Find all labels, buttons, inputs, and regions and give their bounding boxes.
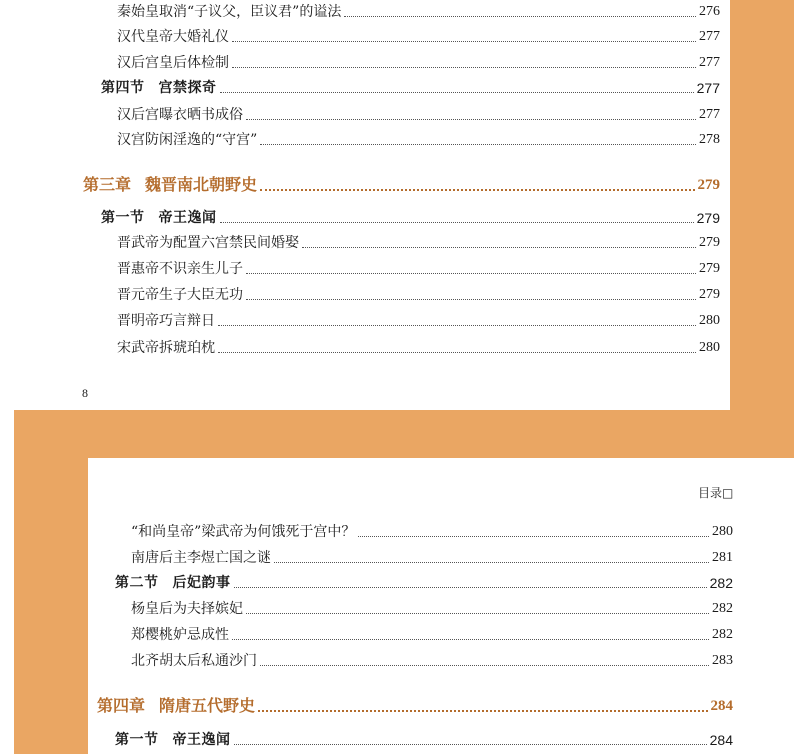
toc-entry-title: 晋武帝为配置六宫禁民间婚娶 [117,235,299,251]
toc-entry-title: 晋明帝巧言辩日 [117,313,215,329]
toc-entry[interactable] [117,262,720,276]
toc-section-title [115,733,231,747]
toc-entry-title: 汉后宫皇后体检制 [117,55,229,71]
toc-page-number: 283 [712,653,733,668]
toc-entry[interactable] [131,525,733,539]
toc-entry-title: 汉后宫曝衣晒书成俗 [117,107,243,123]
dot-leader [246,273,696,274]
dot-leader [260,665,709,666]
toc-entry[interactable] [131,628,733,642]
running-head: 目录□ [698,486,734,500]
section-label: 第一节 [101,210,145,226]
toc-entry[interactable] [131,654,733,668]
toc-entry-title: 汉宫防闲淫逸的“守宫” [117,132,258,148]
toc-entry[interactable] [131,551,733,565]
dot-leader [274,562,709,563]
dot-leader [302,247,696,248]
toc-page-bottom [88,458,808,754]
chapter-name: 魏晋南北朝野史 [145,175,258,194]
toc-page-number: 279 [696,210,720,226]
toc-page-number: 279 [697,177,720,193]
toc-entry-title: 汉代皇帝大婚礼仪 [117,29,229,45]
toc-entry[interactable] [117,133,720,147]
toc-entry[interactable] [117,314,720,328]
toc-entry[interactable] [131,602,733,616]
toc-page-number: 277 [696,80,720,96]
dot-leader [260,189,694,191]
toc-page-number: 281 [712,550,733,565]
dot-leader [220,92,694,93]
dot-leader [246,613,709,614]
dot-leader [246,299,696,300]
toc-page-number: 279 [699,235,720,250]
toc-page-number: 278 [699,132,720,147]
toc-entry-title: “和尚皇帝”梁武帝为何饿死于宫中？ [131,524,356,540]
toc-entry-title: 宋武帝拆琥珀枕 [117,340,215,356]
toc-entry[interactable] [117,236,720,250]
chapter-label: 第四章 [97,696,146,715]
dot-leader [232,639,709,640]
dot-leader [358,536,709,537]
section-label: 第四节 [101,80,145,96]
toc-entry[interactable] [117,5,720,19]
toc-chapter-title [83,177,257,193]
dot-leader [234,744,707,745]
toc-page-number: 277 [699,55,720,70]
toc-page-number: 280 [712,524,733,539]
toc-page-number: 282 [709,575,733,591]
toc-page-number: 284 [710,698,733,714]
toc-entry-title: 南唐后主李煜亡国之谜 [131,550,271,566]
toc-entry[interactable] [117,288,720,302]
section-name: 帝王逸闻 [172,732,231,748]
toc-section-title [115,576,231,590]
section-name: 后妃韵事 [172,575,231,591]
toc-section[interactable] [115,733,733,747]
chapter-label: 第三章 [83,175,132,194]
toc-entry[interactable] [117,30,720,44]
toc-entry-title: 晋惠帝不识亲生儿子 [117,261,243,277]
toc-page-number: 276 [699,4,720,19]
toc-section[interactable] [101,211,720,225]
toc-entry-title: 郑樱桃妒忌成性 [131,627,229,643]
toc-chapter[interactable] [97,698,733,714]
toc-page-number: 284 [709,732,733,748]
toc-entry[interactable] [117,56,720,70]
section-label: 第二节 [115,575,159,591]
toc-page-top [0,0,730,410]
toc-page-number: 277 [699,107,720,122]
section-name: 帝王逸闻 [158,210,217,226]
toc-page-number: 279 [699,261,720,276]
section-name: 宫禁探奇 [158,80,217,96]
toc-entry-title: 秦始皇取消“子议父，臣议君”的谥法 [117,4,342,20]
toc-entry[interactable] [117,341,720,355]
toc-page-number: 282 [712,627,733,642]
toc-section[interactable] [101,81,720,95]
dot-leader [220,222,694,223]
toc-page-number: 280 [699,313,720,328]
toc-entry-title: 杨皇后为夫择嫔妃 [131,601,243,617]
toc-page-number: 279 [699,287,720,302]
toc-entry-title: 晋元帝生子大臣无功 [117,287,243,303]
dot-leader [344,16,696,17]
toc-entry[interactable] [117,108,720,122]
toc-chapter[interactable] [83,177,720,193]
toc-page-number: 282 [712,601,733,616]
dot-leader [246,119,696,120]
dot-leader [218,352,696,353]
dot-leader [258,710,707,712]
chapter-name: 隋唐五代野史 [159,696,256,715]
dot-leader [232,41,696,42]
toc-chapter-title [97,698,255,714]
toc-section-title [101,211,217,225]
section-label: 第一节 [115,732,159,748]
toc-section-title [101,81,217,95]
toc-entry-title: 北齐胡太后私通沙门 [131,653,257,669]
page-number-folio: 8 [82,386,88,400]
toc-page-number: 277 [699,29,720,44]
dot-leader [232,67,696,68]
toc-page-number: 280 [699,340,720,355]
toc-section[interactable] [115,576,733,590]
dot-leader [234,587,707,588]
dot-leader [218,325,696,326]
dot-leader [260,144,696,145]
